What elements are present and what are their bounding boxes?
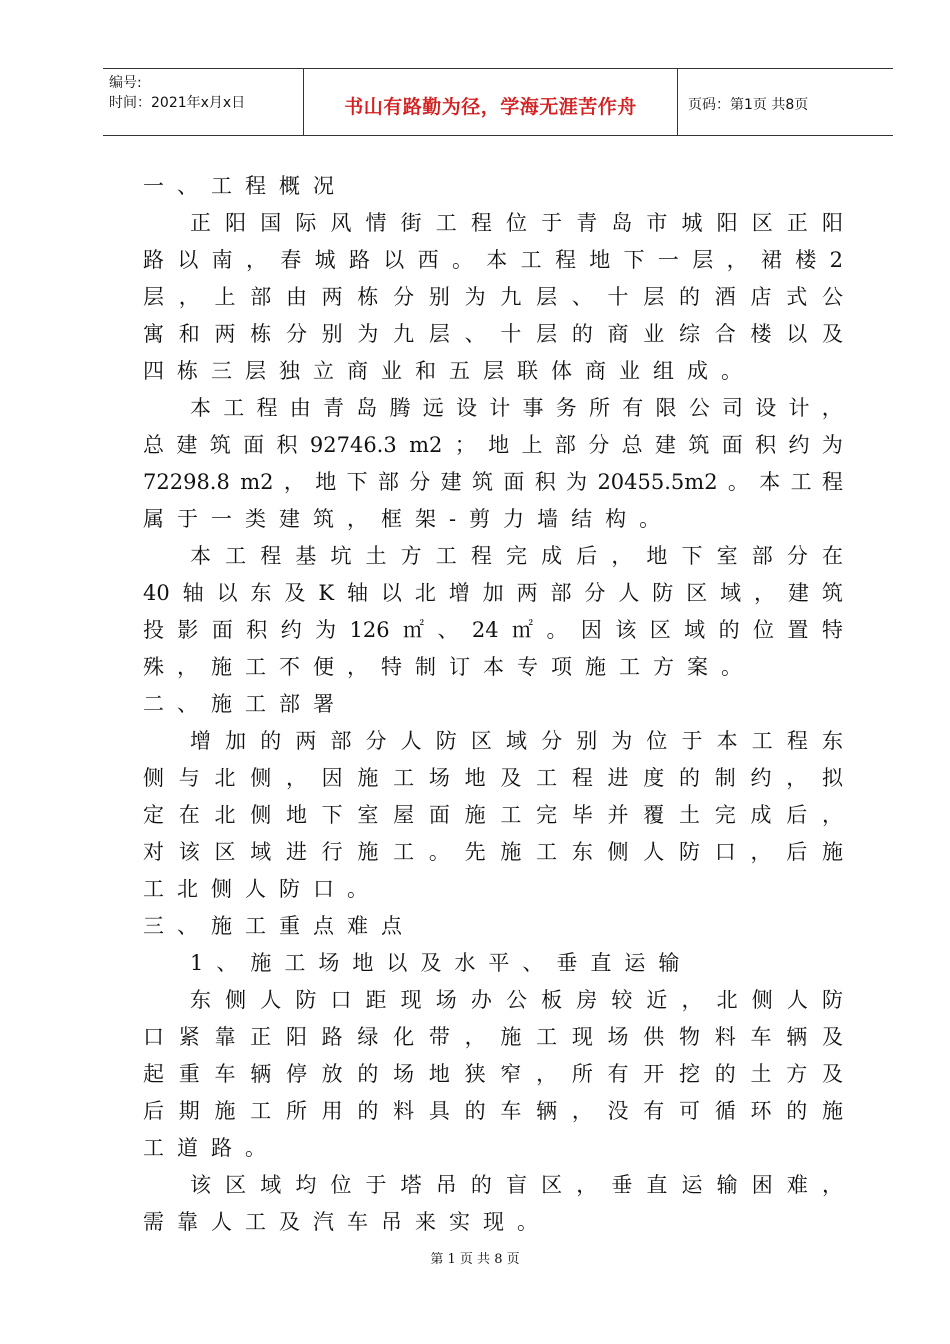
text-line: 三 、 施 工 重 点 难 点 xyxy=(143,914,402,938)
text-line: 对 该 区 域 进 行 施 工 。 先 施 工 东 侧 人 防 口 ， 后 施 xyxy=(143,840,843,864)
text-line: 本 工 程 由 青 岛 腾 远 设 计 事 务 所 有 限 公 司 设 计 ， xyxy=(190,396,843,420)
page-header xyxy=(103,68,893,136)
page-footer: 第 1 页 共 8 页 xyxy=(430,1252,520,1267)
text-line: 总 建 筑 面 积 92746.3 m2 ； 地 上 部 分 总 建 筑 面 积 约 为 xyxy=(143,433,843,457)
text-line: 二 、 施 工 部 署 xyxy=(143,692,334,716)
date-label: 时间：2021年x月x日 xyxy=(109,95,246,111)
text-line: 72298.8 m2 ， 地 下 部 分 建 筑 面 积 为 20455.5m2 。 本 工 程 xyxy=(143,470,843,494)
motto-text: 书山有路勤为径，学海无涯苦作舟 xyxy=(344,95,637,118)
header-page-info xyxy=(678,69,893,135)
text-line: 本 工 程 基 坑 土 方 工 程 完 成 后 ， 地 下 室 部 分 在 xyxy=(190,544,843,568)
text-line: 后 期 施 工 所 用 的 料 具 的 车 辆 ， 没 有 可 循 环 的 施 xyxy=(143,1099,843,1123)
text-line: 需 靠 人 工 及 汽 车 吊 来 实 现 。 xyxy=(143,1210,538,1234)
text-line: 东 侧 人 防 口 距 现 场 办 公 板 房 较 近 ， 北 侧 人 防 xyxy=(190,988,843,1012)
text-line: 工 道 路 。 xyxy=(143,1136,266,1160)
header-motto xyxy=(304,69,678,135)
header-meta xyxy=(103,69,304,135)
number-label: 编号: xyxy=(109,75,142,91)
text-line: 定 在 北 侧 地 下 室 屋 面 施 工 完 毕 并 覆 土 完 成 后 ， xyxy=(143,803,843,827)
text-line: 四 栋 三 层 独 立 商 业 和 五 层 联 体 商 业 组 成 。 xyxy=(143,359,742,383)
document-body xyxy=(143,168,843,1241)
text-line: 投 影 面 积 约 为 126 ㎡ 、 24 ㎡ 。 因 该 区 域 的 位 置 特 xyxy=(143,618,843,642)
page-label: 页码：第1页 共8页 xyxy=(688,97,809,113)
text-line: 该 区 域 均 位 于 塔 吊 的 盲 区 ， 垂 直 运 输 困 难 ， xyxy=(190,1173,843,1197)
text-line: 路 以 南 ， 春 城 路 以 西 。 本 工 程 地 下 一 层 ， 裙 楼 2 xyxy=(143,248,843,272)
text-line: 40 轴 以 东 及 K 轴 以 北 增 加 两 部 分 人 防 区 域 ， 建 筑 xyxy=(143,581,843,605)
text-line: 口 紧 靠 正 阳 路 绿 化 带 ， 施 工 现 场 供 物 料 车 辆 及 xyxy=(143,1025,843,1049)
text-line: 殊 ， 施 工 不 便 ， 特 制 订 本 专 项 施 工 方 案 。 xyxy=(143,655,742,679)
text-line: 寓 和 两 栋 分 别 为 九 层 、 十 层 的 商 业 综 合 楼 以 及 xyxy=(143,322,843,346)
text-line: 正 阳 国 际 风 情 街 工 程 位 于 青 岛 市 城 阳 区 正 阳 xyxy=(190,211,843,235)
text-line: 增 加 的 两 部 分 人 防 区 域 分 别 为 位 于 本 工 程 东 xyxy=(190,729,843,753)
text-line: 1 、 施 工 场 地 以 及 水 平 、 垂 直 运 输 xyxy=(190,951,680,975)
text-line: 侧 与 北 侧 ， 因 施 工 场 地 及 工 程 进 度 的 制 约 ， 拟 xyxy=(143,766,843,790)
text-line: 一 、 工 程 概 况 xyxy=(143,174,334,198)
text-line: 工 北 侧 人 防 口 。 xyxy=(143,877,368,901)
text-line: 层 ， 上 部 由 两 栋 分 别 为 九 层 、 十 层 的 酒 店 式 公 xyxy=(143,285,843,309)
text-line: 起 重 车 辆 停 放 的 场 地 狭 窄 ， 所 有 开 挖 的 土 方 及 xyxy=(143,1062,843,1086)
text-line: 属 于 一 类 建 筑 ， 框 架 - 剪 力 墙 结 构 。 xyxy=(143,507,661,531)
